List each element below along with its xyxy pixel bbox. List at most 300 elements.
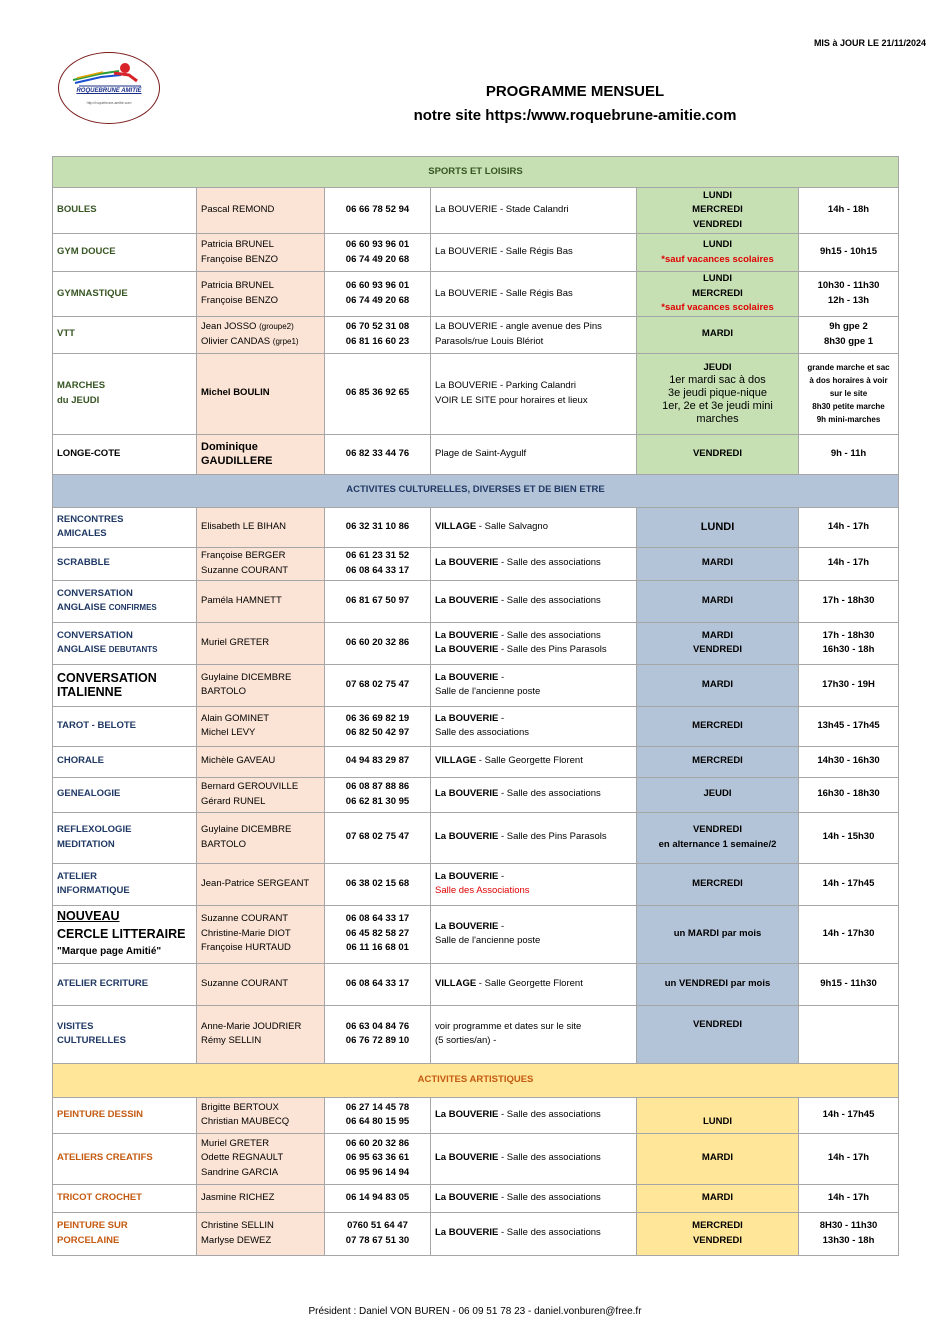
contact-name: Bernard GEROUVILLE: [201, 781, 299, 792]
phone-number: 04 94 83 29 87: [345, 755, 410, 767]
day-text: MARDI: [701, 1191, 734, 1203]
activity-label: ANGLAISE: [57, 644, 107, 655]
location-room: - Salle des associations: [498, 594, 601, 606]
hours-cell: [799, 434, 899, 474]
day-text: MERCREDI: [692, 877, 743, 889]
activity-label: GENEALOGIE: [57, 788, 121, 800]
contact-cell: [197, 316, 325, 353]
page-subtitle: notre site https:/www.roquebrune-amitie.com: [413, 107, 737, 124]
contact-name: Françoise BENZO: [201, 294, 279, 306]
activity-label: REFLEXOLOGIE: [57, 824, 132, 835]
phone-number: 06 82 50 42 97: [345, 727, 410, 738]
phone-number: 06 08 64 33 17: [345, 977, 410, 989]
location-place: La BOUVERIE: [435, 1191, 499, 1203]
contact-name: Suzanne COURANT: [201, 977, 289, 989]
activity-label: INFORMATIQUE: [57, 885, 130, 896]
hours-cell: [799, 353, 899, 434]
activity-label: PEINTURE SUR: [57, 1220, 128, 1231]
hours-cell: [799, 863, 899, 905]
phone-cell: [325, 622, 431, 664]
location-place: La BOUVERIE: [435, 557, 499, 569]
contact-name: Françoise BERGER: [201, 550, 286, 561]
day-cell: [637, 963, 799, 1005]
contact-cell: [197, 353, 325, 434]
phone-number: 07 68 02 75 47: [345, 678, 410, 690]
day-text: VENDREDI: [692, 824, 743, 835]
day-note: *sauf vacances scolaires: [661, 253, 774, 265]
location-text: Parasols/rue Louis Blériot: [435, 335, 544, 347]
hours-text: 16h30 - 18h: [822, 644, 875, 655]
day-text: MERCREDI: [692, 287, 743, 299]
phone-number: 06 74 49 20 68: [345, 253, 410, 265]
phone-cell: [325, 316, 431, 353]
contact-name: Christian MAUBECQ: [201, 1116, 290, 1127]
day-text: MARDI: [701, 328, 734, 340]
hours-text: 14h - 17h: [827, 520, 870, 532]
contact-name: BARTOLO: [201, 686, 247, 697]
phone-number: 0760 51 64 47: [347, 1220, 408, 1231]
phone-number: 06 08 64 33 17: [345, 564, 410, 576]
hours-cell: [799, 706, 899, 746]
contact-name: Michel BOULIN: [201, 387, 270, 399]
activity-row-tricot: [53, 1184, 899, 1212]
activity-row-boules: [53, 188, 899, 234]
location-cell: [431, 1133, 637, 1184]
phone-number: 06 60 93 96 01: [345, 239, 410, 250]
location-cell: [431, 188, 637, 234]
activity-label: GYM DOUCE: [57, 246, 116, 258]
phone-cell: [325, 580, 431, 622]
day-text: LUNDI: [700, 520, 735, 533]
phone-cell: [325, 706, 431, 746]
day-text: MARDI: [701, 1152, 734, 1164]
day-text: JEUDI: [703, 788, 732, 800]
day-cell: [637, 1212, 799, 1255]
day-cell: [637, 353, 799, 434]
phone-cell: [325, 353, 431, 434]
hours-text: grande marche et sac: [807, 363, 890, 372]
location-place: La BOUVERIE: [435, 1227, 499, 1239]
day-cell: [637, 905, 799, 963]
activity-name: [53, 434, 197, 474]
phone-cell: [325, 434, 431, 474]
phone-number: 06 85 36 92 65: [345, 387, 410, 399]
activity-row-reflexologie: [53, 812, 899, 863]
phone-cell: [325, 664, 431, 706]
contact-cell: [197, 580, 325, 622]
day-text: VENDREDI: [692, 1234, 743, 1246]
phone-number: 06 38 02 15 68: [345, 877, 410, 889]
hours-cell: [799, 1097, 899, 1133]
phone-number: 06 32 31 10 86: [345, 520, 410, 532]
phone-number: 06 60 20 32 86: [345, 1137, 410, 1149]
hours-cell: [799, 746, 899, 777]
day-cell: [637, 1097, 799, 1133]
location-cell: [431, 622, 637, 664]
phone-cell: [325, 1097, 431, 1133]
hours-cell: [799, 580, 899, 622]
day-text: 1er mardi sac à dos: [669, 374, 766, 386]
activity-label: PEINTURE DESSIN: [57, 1108, 144, 1120]
contact-name: Michèle GAVEAU: [201, 755, 276, 767]
contact-cell: [197, 777, 325, 812]
location-cell: [431, 664, 637, 706]
phone-number: 06 70 52 31 08: [345, 321, 410, 332]
activity-name: [53, 812, 197, 863]
contact-name: Muriel GRETER: [201, 1137, 270, 1149]
hours-cell: [799, 777, 899, 812]
new-label: NOUVEAU: [57, 909, 120, 923]
location-room: Salle des Associations: [435, 885, 530, 896]
contact-cell: [197, 1212, 325, 1255]
contact-cell: [197, 547, 325, 580]
activity-name: [53, 963, 197, 1005]
location-room: - Salle des associations: [498, 557, 601, 569]
location-room: - Salle des associations: [498, 1227, 601, 1239]
phone-number: 07 68 02 75 47: [345, 831, 410, 843]
section-title: ACTIVITES CULTURELLES, DIVERSES ET DE BIEN ETRE: [53, 474, 899, 507]
day-text: LUNDI: [702, 1116, 733, 1127]
phone-number: 06 95 96 14 94: [345, 1166, 410, 1178]
hours-text: 14h - 17h: [827, 557, 870, 569]
activity-label: BOULES: [57, 204, 97, 216]
day-text: VENDREDI: [692, 1018, 743, 1030]
hours-cell: [799, 272, 899, 317]
contact-cell: [197, 1005, 325, 1063]
hours-cell: [799, 507, 899, 547]
activity-name: [53, 188, 197, 234]
phone-number: 06 63 04 84 76: [345, 1020, 410, 1032]
location-place: La BOUVERIE: [435, 788, 499, 800]
hours-text: 10h30 - 11h30: [817, 280, 880, 292]
phone-number: 06 81 16 60 23: [345, 335, 410, 347]
activity-row-chorale: [53, 746, 899, 777]
activity-name: [53, 1212, 197, 1255]
day-cell: [637, 777, 799, 812]
contact-name: GAUDILLERE: [201, 455, 273, 467]
activity-label: ATELIER: [57, 870, 97, 882]
section-title: ACTIVITES ARTISTIQUES: [53, 1063, 899, 1097]
day-text: MERCREDI: [692, 204, 743, 216]
contact-cell: [197, 905, 325, 963]
activity-name: [53, 1005, 197, 1063]
day-cell: [637, 706, 799, 746]
location-room: - Salle des associations: [498, 788, 601, 800]
phone-cell: [325, 272, 431, 317]
location-text: La BOUVERIE - Salle Régis Bas: [435, 287, 573, 299]
day-cell: [637, 234, 799, 272]
activity-row-anglais-confirmes: [53, 580, 899, 622]
contact-cell: [197, 1133, 325, 1184]
location-cell: [431, 580, 637, 622]
activity-row-porcelaine: [53, 1212, 899, 1255]
hours-text: 9h15 - 10h15: [819, 246, 878, 258]
location-place: La BOUVERIE: [435, 712, 499, 724]
day-cell: [637, 547, 799, 580]
contact-name: Rémy SELLIN: [201, 1035, 262, 1046]
phone-number: 06 27 14 45 78: [345, 1101, 410, 1113]
phone-cell: [325, 812, 431, 863]
location-cell: [431, 1005, 637, 1063]
hours-cell: [799, 905, 899, 963]
activity-label: TRICOT CROCHET: [57, 1191, 142, 1203]
day-text: marches: [696, 413, 739, 425]
location-sep: -: [498, 920, 505, 932]
location-cell: [431, 746, 637, 777]
activity-label: MARCHES: [57, 380, 106, 391]
activity-row-gymnastique: [53, 272, 899, 317]
contact-name: Gérard RUNEL: [201, 795, 266, 807]
contact-name: Olivier CANDAS: [201, 335, 271, 347]
activity-name: [53, 1133, 197, 1184]
phone-cell: [325, 746, 431, 777]
phone-number: 06 14 94 83 05: [345, 1191, 410, 1203]
hours-text: 9h - 11h: [830, 447, 867, 459]
phone-cell: [325, 1005, 431, 1063]
footer-contact: Président : Daniel VON BUREN - 06 09 51 78 23 - daniel.vonburen@free.fr: [308, 1306, 642, 1317]
hours-cell: [799, 1005, 899, 1063]
contact-cell: [197, 812, 325, 863]
location-room: Salle des associations: [435, 727, 529, 738]
phone-cell: [325, 1184, 431, 1212]
hours-cell: [799, 316, 899, 353]
day-text: LUNDI: [702, 189, 733, 201]
phone-number: 06 62 81 30 95: [345, 795, 410, 807]
contact-name: Jean-Patrice SERGEANT: [201, 877, 310, 889]
activity-row-italien: [53, 664, 899, 706]
location-cell: [431, 547, 637, 580]
activity-name: [53, 1097, 197, 1133]
phone-cell: [325, 547, 431, 580]
contact-name: Sandrine GARCIA: [201, 1166, 279, 1178]
phone-cell: [325, 963, 431, 1005]
activity-label: CHORALE: [57, 755, 104, 767]
location-room: Salle de l'ancienne poste: [435, 935, 541, 946]
day-text: un VENDREDI par mois: [664, 977, 771, 989]
phone-number: 06 11 16 68 01: [346, 942, 409, 954]
location-cell: [431, 963, 637, 1005]
activity-label: SCRABBLE: [57, 557, 110, 569]
activity-label: CULTURELLES: [57, 1035, 126, 1046]
section-header-arts: [53, 1063, 899, 1097]
hours-cell: [799, 1133, 899, 1184]
activity-name: [53, 706, 197, 746]
hours-text: sur le site: [829, 389, 868, 398]
hours-cell: [799, 1184, 899, 1212]
hours-text: 13h30 - 18h: [822, 1234, 875, 1246]
location-place: VILLAGE: [435, 977, 477, 989]
location-place: La BOUVERIE: [435, 629, 499, 641]
activity-row-ecriture: [53, 963, 899, 1005]
contact-cell: [197, 434, 325, 474]
day-cell: [637, 1005, 799, 1063]
hours-cell: [799, 188, 899, 234]
activity-row-visites: [53, 1005, 899, 1063]
contact-name: Odette REGNAULT: [201, 1152, 284, 1164]
hours-text: 14h30 - 16h30: [817, 755, 880, 767]
contact-name: Michel LEVY: [201, 727, 256, 738]
activity-name: [53, 507, 197, 547]
logo-url: http://roquebrune-amitie.com: [86, 101, 132, 105]
hours-text: 9h mini-marches: [816, 415, 881, 424]
activity-label: TAROT - BELOTE: [57, 719, 136, 731]
day-cell: [637, 812, 799, 863]
activity-label: VTT: [57, 328, 75, 340]
contact-name: Jasmine RICHEZ: [201, 1191, 275, 1203]
contact-name: Paméla HAMNETT: [201, 594, 282, 606]
activity-name: [53, 622, 197, 664]
contact-name: Brigitte BERTOUX: [201, 1101, 279, 1113]
contact-name: Anne-Marie JOUDRIER: [201, 1020, 302, 1032]
contact-cell: [197, 706, 325, 746]
day-cell: [637, 580, 799, 622]
phone-number: 06 61 23 31 52: [345, 550, 410, 561]
contact-name: Suzanne COURANT: [201, 913, 289, 925]
location-room: - Salle des associations: [498, 1191, 601, 1203]
location-place: La BOUVERIE: [435, 1152, 499, 1164]
phone-number: 06 76 72 89 10: [345, 1035, 410, 1046]
hours-cell: [799, 1212, 899, 1255]
contact-name: Suzanne COURANT: [201, 564, 289, 576]
activity-name: [53, 272, 197, 317]
activity-name: [53, 234, 197, 272]
location-text: VOIR LE SITE pour horaires et lieux: [435, 394, 588, 406]
day-cell: [637, 746, 799, 777]
day-cell: [637, 434, 799, 474]
hours-text: à dos horaires à voir: [809, 376, 888, 385]
phone-number: 06 08 64 33 17: [345, 913, 410, 925]
level-note: CONFIRMES: [108, 603, 157, 612]
hours-text: 14h - 15h30: [822, 831, 875, 843]
location-place: VILLAGE: [435, 755, 477, 767]
phone-cell: [325, 188, 431, 234]
contact-cell: [197, 234, 325, 272]
day-cell: [637, 664, 799, 706]
activity-row-tarot: [53, 706, 899, 746]
contact-name: Patricia BRUNEL: [201, 239, 274, 250]
activity-row-longe-cote: [53, 434, 899, 474]
update-date: MIS à JOUR LE 21/11/2024: [813, 38, 926, 48]
phone-cell: [325, 905, 431, 963]
activity-label: PORCELAINE: [57, 1234, 120, 1246]
contact-name: Guylaine DICEMBRE: [201, 671, 292, 683]
contact-name: Pascal REMOND: [201, 204, 275, 216]
hours-text: 14h - 17h45: [822, 877, 875, 889]
contact-cell: [197, 1184, 325, 1212]
location-sep: -: [498, 712, 505, 724]
activity-name: [53, 863, 197, 905]
activity-label: du JEUDI: [57, 394, 100, 406]
hours-text: 14h - 17h: [827, 1191, 870, 1203]
activity-label: CONVERSATION: [57, 587, 133, 599]
contact-name: Guylaine DICEMBRE: [201, 824, 292, 835]
contact-name: Dominique: [201, 440, 258, 453]
hours-text: 17h - 18h30: [822, 629, 875, 641]
activity-label: LONGE-COTE: [57, 447, 121, 459]
activity-label: ATELIER ECRITURE: [57, 977, 149, 989]
hours-cell: [799, 622, 899, 664]
day-text: MARDI: [701, 629, 734, 641]
contact-name: Françoise BENZO: [201, 253, 279, 265]
hours-text: 8h30 gpe 1: [823, 335, 874, 347]
hours-text: 8h30 petite marche: [812, 402, 885, 411]
activity-name: [53, 777, 197, 812]
location-cell: [431, 863, 637, 905]
location-room: Salle de l'ancienne poste: [435, 686, 541, 697]
phone-number: 06 64 80 15 95: [345, 1116, 410, 1127]
activity-name: [53, 664, 197, 706]
activity-name: [53, 580, 197, 622]
contact-name: Marlyse DEWEZ: [201, 1234, 272, 1246]
day-cell: [637, 1184, 799, 1212]
day-text: 1er, 2e et 3e jeudi mini: [662, 400, 773, 412]
phone-cell: [325, 1133, 431, 1184]
activity-label: CERCLE LITTERAIRE: [57, 927, 186, 941]
day-cell: [637, 272, 799, 317]
phone-number: 06 45 82 58 27: [345, 927, 410, 939]
day-text: en alternance 1 semaine/2: [658, 838, 777, 850]
hours-cell: [799, 812, 899, 863]
contact-name: Alain GOMINET: [201, 712, 270, 724]
phone-cell: [325, 777, 431, 812]
location-place: La BOUVERIE: [435, 870, 499, 882]
phone-cell: [325, 234, 431, 272]
activity-label: VISITES: [57, 1020, 94, 1032]
hours-text: 8H30 - 11h30: [819, 1220, 878, 1231]
day-text: VENDREDI: [692, 218, 743, 230]
contact-name: Jean JOSSO: [201, 321, 257, 332]
location-place: VILLAGE: [435, 520, 477, 532]
day-cell: [637, 188, 799, 234]
hours-text: 16h30 - 18h30: [817, 788, 880, 800]
contact-cell: [197, 188, 325, 234]
activity-row-vtt: [53, 316, 899, 353]
location-room: - Salle Georgette Florent: [476, 977, 583, 989]
day-text: MERCREDI: [692, 755, 743, 767]
hours-text: 12h - 13h: [827, 294, 870, 306]
contact-cell: [197, 746, 325, 777]
location-cell: [431, 905, 637, 963]
day-text: MARDI: [701, 557, 734, 569]
hours-cell: [799, 963, 899, 1005]
program-table: [52, 156, 899, 1256]
location-sep: -: [498, 671, 505, 683]
activity-name: [53, 746, 197, 777]
activity-subtitle: "Marque page Amitié": [57, 946, 162, 957]
location-cell: [431, 777, 637, 812]
phone-number: 06 66 78 52 94: [345, 204, 410, 216]
activity-row-rencontres: [53, 507, 899, 547]
activity-row-anglais-debutants: [53, 622, 899, 664]
day-text: 3e jeudi pique-nique: [667, 387, 768, 399]
section-title: SPORTS ET LOISIRS: [53, 157, 899, 188]
location-sep: -: [498, 870, 505, 882]
activity-row-ateliers-creatifs: [53, 1133, 899, 1184]
location-cell: [431, 507, 637, 547]
day-cell: [637, 316, 799, 353]
day-text: LUNDI: [702, 273, 733, 284]
day-cell: [637, 863, 799, 905]
location-text: Plage de Saint-Aygulf: [435, 447, 527, 459]
section-header-sports: [53, 157, 899, 188]
phone-number: 06 95 63 36 61: [345, 1152, 410, 1164]
contact-name: Muriel GRETER: [201, 636, 270, 648]
activity-label: ITALIENNE: [57, 685, 123, 699]
location-text: voir programme et dates sur le site: [435, 1020, 582, 1032]
activity-name: [53, 353, 197, 434]
phone-number: 07 78 67 51 30: [345, 1234, 410, 1246]
level-note: DEBUTANTS: [108, 645, 158, 654]
